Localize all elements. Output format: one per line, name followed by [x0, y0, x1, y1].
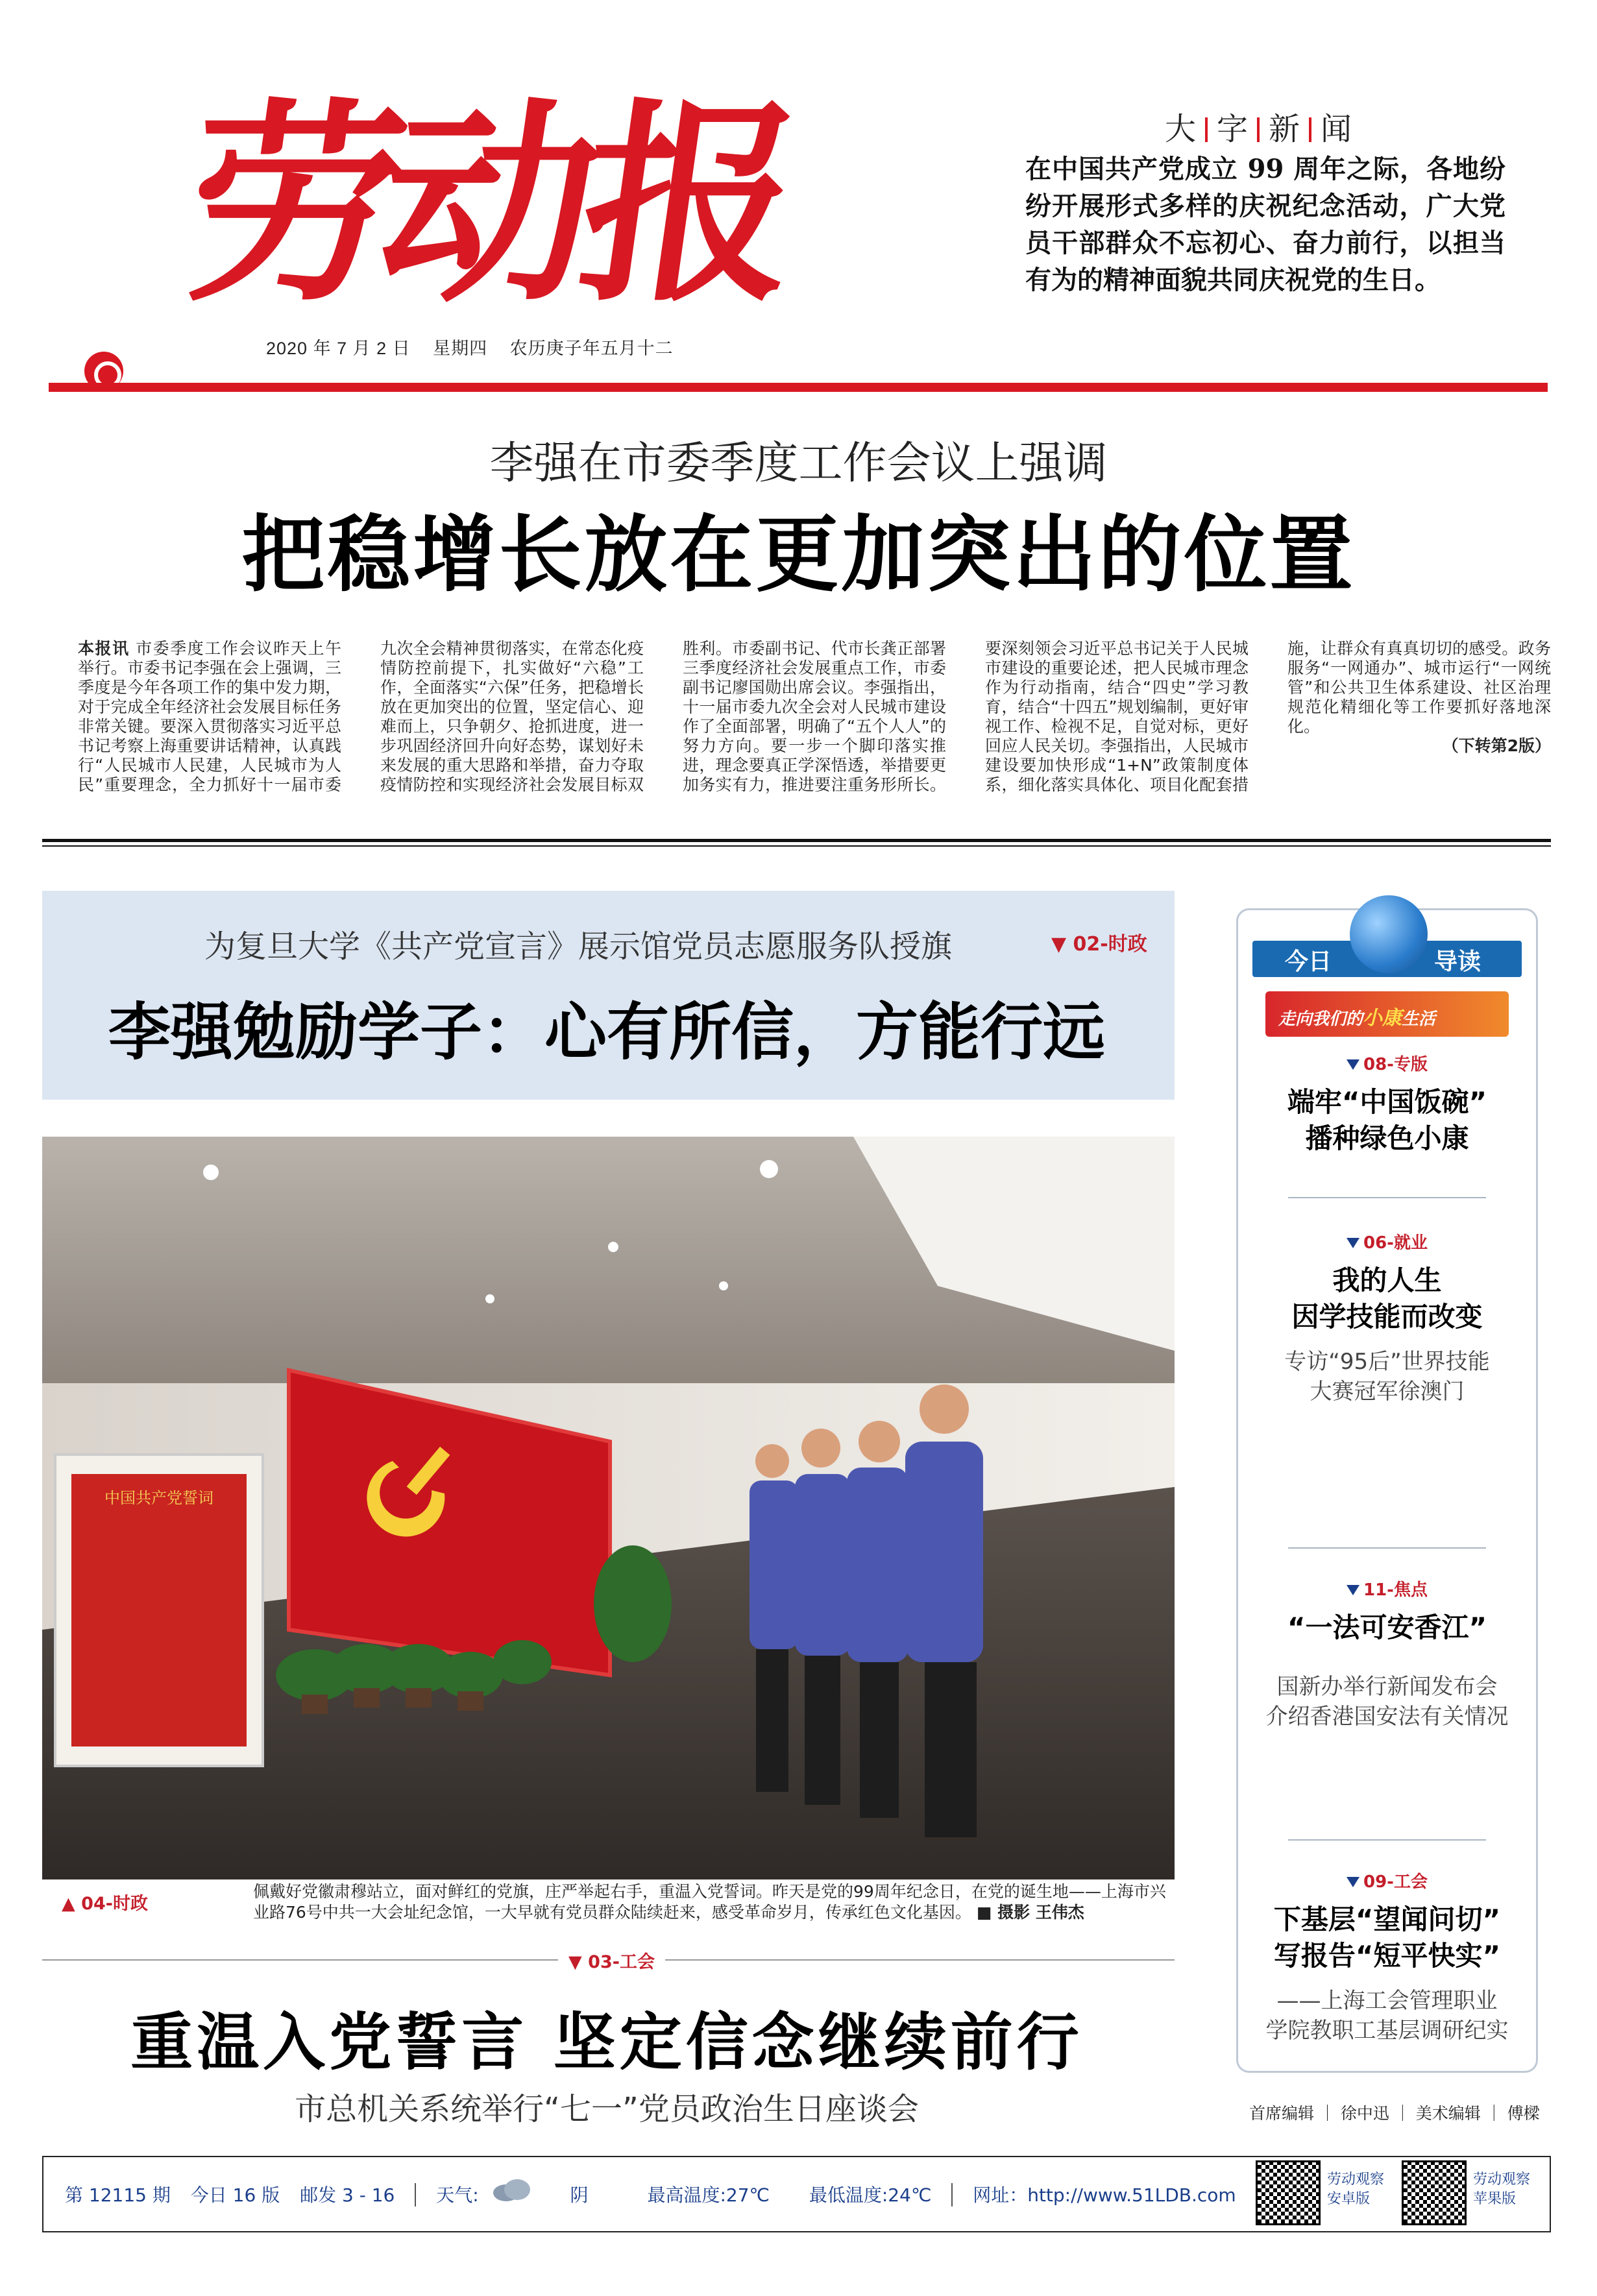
xiaokang-mid: 小康: [1363, 1007, 1402, 1030]
bottom-page-ref[interactable]: ▼ 03-工会: [558, 1948, 665, 1973]
xiaokang-pre: 走向我们的: [1278, 1009, 1363, 1029]
qr-label-line: 劳动观察: [1327, 2171, 1385, 2188]
issue-lunar-date: 农历庚子年五月十二: [509, 339, 674, 358]
logo-char: 劳: [170, 79, 421, 330]
guide-page-ref-text: 06-就业: [1363, 1233, 1428, 1253]
guide-subhead: 介绍香港国安法有关情况: [1265, 1704, 1509, 1730]
feature-page-ref[interactable]: ▼ 02-时政: [1051, 933, 1147, 956]
triangle-down-icon: [1347, 1238, 1359, 1248]
issue-number: 第 12115 期: [65, 2184, 171, 2206]
big-news-char: 闻: [1321, 111, 1352, 147]
qr-label-line: 苹果版: [1473, 2191, 1517, 2207]
guide-page-ref-text: 11-焦点: [1363, 1580, 1428, 1600]
lead-kicker: 李强在市委季度工作会议上强调: [489, 438, 1108, 489]
issue-weekday: 星期四: [433, 339, 488, 358]
big-news-title: [1165, 104, 1352, 149]
qr-label-line: 安卓版: [1327, 2191, 1371, 2207]
big-news-char: 新: [1269, 111, 1300, 147]
feature-headline[interactable]: 李强勉励学子：心有所信，方能行远: [108, 996, 1105, 1069]
guide-item[interactable]: [1236, 1577, 1538, 1732]
lead-headline[interactable]: 把稳增长放在更加突出的位置: [241, 507, 1356, 603]
triangle-down-icon: [1347, 1585, 1359, 1595]
qr-code-android[interactable]: [1256, 2160, 1321, 2225]
section-divider: [42, 839, 1551, 842]
guide-subhead: 学院教职工基层调研纪实: [1265, 2018, 1509, 2044]
guide-page-ref-text: 09-工会: [1363, 1872, 1428, 1892]
masthead-red-rule: [49, 383, 1548, 392]
issue-date: 2020 年 7 月 2 日: [266, 339, 411, 358]
photo-page-ref[interactable]: ▲ 04-时政: [62, 1894, 148, 1914]
low-temp: 最低温度:24℃: [809, 2184, 932, 2206]
logo-char: 报: [566, 79, 816, 330]
xiaokang-post: 生活: [1402, 1009, 1436, 1029]
weather-value: 阴: [570, 2184, 589, 2206]
qr-label-ios: [1473, 2170, 1530, 2209]
guide-subhead: 专访“95后”世界技能: [1284, 1349, 1490, 1375]
footer-divider: [951, 2183, 953, 2206]
section-divider: [42, 845, 1551, 847]
logo-char: 动: [365, 79, 615, 330]
guide-headline: 因学技能而改变: [1291, 1301, 1483, 1333]
guide-separator: [1288, 1547, 1486, 1549]
photo-board-title: 中国共产党誓词: [104, 1489, 213, 1507]
triangle-down-icon: [1347, 1877, 1359, 1887]
masthead-logo: [170, 62, 816, 347]
lead-article-body: [78, 639, 1551, 814]
banner-label-left: 今日: [1285, 949, 1332, 975]
footer-info: [65, 2181, 1250, 2207]
weather-label: 天气:: [436, 2184, 479, 2206]
qr-label-android: [1327, 2170, 1384, 2209]
guide-headline: 我的人生: [1332, 1264, 1442, 1296]
globe-icon: [1350, 895, 1428, 973]
photo-caption: [253, 1881, 1175, 1923]
feature-kicker: 为复旦大学《共产党宣言》展示馆党员志愿服务队授旗: [204, 928, 953, 965]
bottom-subhead: 市总机关系统举行“七一”党员政治生日座谈会: [295, 2091, 919, 2127]
big-news-char: 大: [1165, 111, 1197, 147]
guide-subhead: 国新办举行新闻发布会: [1276, 1674, 1498, 1700]
guide-item[interactable]: [1236, 1868, 1538, 2046]
banner-label-right: 导读: [1434, 949, 1481, 975]
guide-separator: [1288, 1839, 1486, 1841]
guide-page-ref: [1236, 1229, 1538, 1253]
guide-page-ref: [1236, 1577, 1538, 1601]
guide-item[interactable]: [1236, 1229, 1538, 1407]
guide-headline: “一法可安香江”: [1287, 1612, 1487, 1643]
guide-headline: 端牢“中国饭碗”: [1287, 1086, 1487, 1118]
xiaokang-label: [1278, 1002, 1435, 1030]
big-news-body: 在中国共产党成立 99 周年之际，各地纷纷开展形式多样的庆祝纪念活动，广大党员干部群众不忘初心、奋力前行，以担当有为的精神面貌共同庆祝党的生日。: [1025, 154, 1506, 295]
bottom-headline[interactable]: 重温入党誓言 坚定信念继续前行: [130, 2006, 1083, 2079]
guide-page-ref: [1236, 1051, 1538, 1075]
cloud-icon: [490, 2177, 535, 2203]
guide-separator: [1288, 1197, 1486, 1198]
guide-page-ref-text: 08-专版: [1363, 1055, 1428, 1074]
news-photo: [42, 1137, 1175, 1879]
xiaokang-banner: [1265, 991, 1509, 1037]
page-count: 今日 16 版: [190, 2184, 280, 2206]
big-news-char: 字: [1217, 111, 1249, 147]
photo-caption-text: 佩戴好党徽肃穆站立，面对鲜红的党旗，庄严举起右手，重温入党誓词。昨天是党的99周年纪念日，在党的诞生地——上海市兴业路76号中共一大会址纪念馆，一大早就有党员群众陆续赶来，感受革命岁月，传承红色文化基因。: [253, 1882, 1166, 1922]
guide-item[interactable]: [1236, 1051, 1538, 1157]
lead-article-text: 市委季度工作会议昨天上午举行。市委书记李强在会上强调，三季度是今年各项工作的集中发力期，对于完成全年经济社会发展目标任务非常关键。要深入贯彻落实习近平总书记考察上海重要讲话精神，认真践行“人民城市人民建，人民城市为人民”重要理念，全力抓好十一届市委九次全会精神贯彻落实，在常态化疫情防控前提下，扎实做好“六稳”工作，全面落实“六保”任务，把稳增长放在更加突出的位置，坚定信心、迎难而上，只争朝夕、抢抓进度，进一步巩固经济回升向好态势，谋划好未来发展的重大思路和举措，奋力夺取疫情防控和实现经济社会发展目标双胜利。市委副书记、代市长龚正部署三季度经济社会发展重点工作，市委副书记廖国勋出席会议。李强指出，十一届市委九次全会对人民城市建设作了全面部署，明确了“五个人人”的努力方向。要一步一个脚印落实推进，理念要真正学深悟透，举措要更加务实有力，推进要注重务形所长。要深刻领会习近平总书记关于人民城市建设的重要论述，把人民城市理念作为行动指南，结合“四史”学习教育，结合“十四五”规划编制，更好审视工作、检视不足，自觉对标，更好回应人民关切。李强指出，人民城市建设要加快形成“1+N”政策制度体系，细化落实具体化、项目化配套措施，让群众有真真切切的感受。政务服务“一网通办”、城市运行“一网统管”和公共卫生体系建设、社区治理规范化精细化等工作要抓好落地深化。: [78, 639, 1551, 794]
guide-subhead: ——上海工会管理职业: [1276, 1988, 1498, 2014]
guide-headline: 下基层“望闻问切”: [1273, 1903, 1501, 1935]
qr-label-line: 劳动观察: [1473, 2171, 1531, 2188]
issue-date-line: [266, 334, 690, 359]
guide-subhead: 大赛冠军徐澳门: [1310, 1379, 1465, 1405]
guide-headline: 写报告“短平快实”: [1273, 1940, 1501, 1972]
editor-credits: 首席编辑 ｜ 徐中迅 ｜ 美术编辑 ｜ 傅樑: [1249, 2104, 1540, 2123]
photo-credit: ■ 摄影 王伟杰: [976, 1903, 1084, 1922]
lead-dateline-tag: 本报讯: [78, 639, 130, 658]
continued-link[interactable]: （下转第2版）: [1442, 736, 1551, 755]
footer-divider: [415, 2183, 416, 2206]
postal-code: 邮发 3 - 16: [300, 2184, 395, 2206]
guide-headline: 播种绿色小康: [1305, 1122, 1469, 1154]
guide-page-ref: [1236, 1868, 1538, 1892]
high-temp: 最高温度:27℃: [647, 2184, 770, 2206]
triangle-down-icon: [1347, 1059, 1359, 1070]
qr-code-ios[interactable]: [1402, 2160, 1467, 2225]
website-link[interactable]: 网址：http://www.51LDB.com: [973, 2184, 1236, 2206]
photo-illustration: [42, 1137, 1175, 1879]
